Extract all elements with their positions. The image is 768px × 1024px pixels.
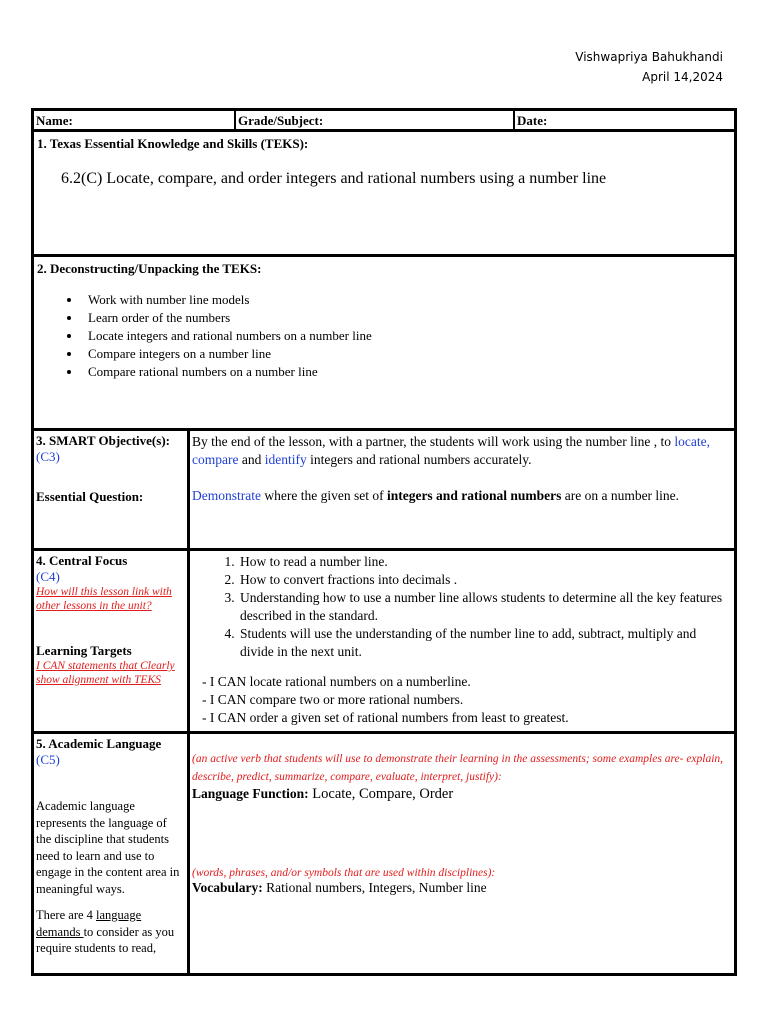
- section-academic-language: [34, 734, 734, 973]
- list-item: • Compare rational numbers on a number line: [82, 363, 731, 381]
- list-item: - I CAN order a given set of rational numbers from least to greatest.: [202, 710, 569, 725]
- header-row: [34, 111, 734, 132]
- central-focus-list: [192, 553, 732, 661]
- author-date: April 14,2024: [642, 70, 723, 84]
- academic-language-title: 5. Academic Language: [36, 736, 162, 751]
- verb-demonstrate: Demonstrate: [192, 488, 261, 503]
- smart-code: (C3): [36, 449, 60, 464]
- essential-question-text: Demonstrate where the given set of integers and rational numbers are on a number line.: [192, 488, 680, 503]
- smart-objective-text: By the end of the lesson, with a partner, the students will work using the number line , to locate, compare and identify integers and rational numbers accurately.: [192, 434, 710, 467]
- learning-targets-list: [192, 673, 732, 727]
- verb-identify: identify: [264, 452, 307, 467]
- section-teks: [34, 132, 734, 257]
- section-central-focus: [34, 551, 734, 734]
- list-item: • Learn order of the numbers: [82, 309, 731, 327]
- learning-targets-label: Learning Targets: [36, 643, 132, 658]
- verb-locate: locate: [674, 434, 707, 449]
- academic-language-desc: Academic language represents the language of the discipline that students need to learn and use to engage in the content area in meaningful ways.: [36, 799, 180, 896]
- section-deconstructing: [34, 257, 734, 431]
- language-demands-text: There are 4 language demands to consider as you require students to read,: [36, 908, 175, 955]
- lesson-plan-table: [31, 108, 737, 976]
- teks-text: 6.2(C) Locate, compare, and order integers and rational numbers using a number line: [61, 170, 607, 187]
- list-item: 1. How to read a number line.: [238, 553, 732, 571]
- learning-targets-note: I CAN statements that Clearly show alignment with TEKS: [36, 660, 175, 686]
- verb-compare: compare: [192, 452, 239, 467]
- list-item: • Work with number line models: [82, 291, 731, 309]
- central-focus-code: (C4): [36, 569, 60, 584]
- author-header: [575, 47, 723, 87]
- grade-subject-label: Grade/Subject:: [236, 111, 515, 129]
- name-label: Name:: [34, 111, 236, 129]
- language-demands-link[interactable]: language demands: [36, 908, 142, 939]
- academic-language-code: (C5): [36, 752, 60, 767]
- author-name: Vishwapriya Bahukhandi: [575, 50, 723, 64]
- vocabulary-note: (words, phrases, and/or symbols that are used within disciplines):: [192, 867, 496, 879]
- list-item: - I CAN compare two or more rational numbers.: [202, 692, 464, 707]
- list-item: - I CAN locate rational numbers on a numberline.: [202, 674, 471, 689]
- date-label: Date:: [517, 113, 548, 128]
- section-smart-objective: [34, 431, 734, 551]
- list-item: • Compare integers on a number line: [82, 345, 731, 363]
- central-focus-question: How will this lesson link with other lessons in the unit?: [36, 586, 172, 612]
- essential-question-label: Essential Question:: [36, 489, 144, 504]
- list-item: 2. How to convert fractions into decimals .: [238, 571, 732, 589]
- language-function-note: (an active verb that students will use to demonstrate their learning in the assessments; some examples are- explain, describe, predict, summarize, compare, evaluate, interpret, justify):: [192, 753, 724, 783]
- language-function: Language Function: Locate, Compare, Order: [192, 786, 454, 802]
- central-focus-title: 4. Central Focus: [36, 553, 128, 568]
- list-item: 3. Understanding how to use a number line allows students to determine all the key features described in the standard.: [238, 589, 732, 625]
- deconstruct-list: [37, 291, 731, 381]
- teks-title: 1. Texas Essential Knowledge and Skills (TEKS):: [37, 136, 309, 151]
- deconstruct-title: 2. Deconstructing/Unpacking the TEKS:: [37, 261, 262, 276]
- vocabulary: Vocabulary: Rational numbers, Integers, Number line: [192, 880, 487, 895]
- smart-title: 3. SMART Objective(s):: [36, 433, 170, 448]
- list-item: 4. Students will use the understanding of the number line to add, subtract, multiply and divide in the next unit.: [238, 625, 732, 661]
- list-item: • Locate integers and rational numbers on a number line: [82, 327, 731, 345]
